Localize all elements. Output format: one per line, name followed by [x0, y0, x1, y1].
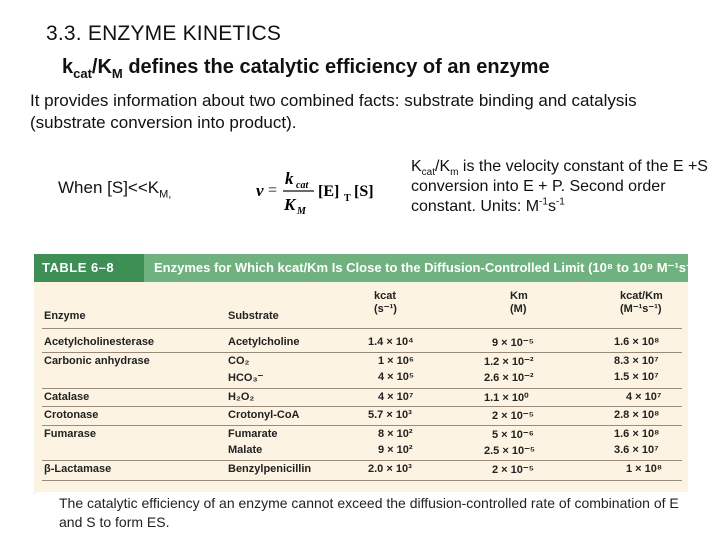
- cell-kcat: 4 × 10⁵: [378, 371, 415, 383]
- col-header-enzyme: Enzyme: [44, 310, 86, 322]
- section-heading: 3.3. ENZYME KINETICS: [46, 22, 282, 45]
- eq-enzyme: [E]: [318, 183, 340, 200]
- cell-enzyme: Carbonic anhydrase: [44, 355, 150, 367]
- col-header-eff-unit: (M⁻¹s⁻¹): [620, 303, 662, 315]
- cell-substrate: H₂O₂: [228, 391, 255, 403]
- cell-km: 2.6 × 10⁻²: [484, 372, 534, 384]
- cell-kcat: 1.4 × 10⁴: [368, 336, 414, 348]
- cell-kcat: 9 × 10²: [378, 444, 413, 456]
- cell-kcat: 5.7 × 10³: [368, 409, 412, 421]
- col-header-kcat: [374, 290, 397, 316]
- cell-enzyme: Catalase: [44, 391, 90, 403]
- col-header-substrate: Substrate: [228, 310, 279, 322]
- cell-efficiency: 8.3 × 10⁷: [614, 355, 659, 367]
- cell-km: 2 × 10⁻⁵: [492, 410, 534, 422]
- cell-enzyme: β-Lactamase: [44, 463, 112, 475]
- cell-efficiency: 2.8 × 10⁸: [614, 409, 660, 421]
- cell-substrate: Crotonyl-CoA: [228, 409, 300, 421]
- enzyme-table: [34, 254, 702, 494]
- cell-enzyme: Fumarase: [44, 428, 96, 440]
- note-m: m: [450, 167, 459, 179]
- slide-subtitle: [62, 56, 550, 79]
- cell-km: 1.1 × 10⁰: [484, 392, 529, 404]
- col-header-kcat-unit: (s⁻¹): [374, 303, 397, 315]
- eq-v: v: [256, 181, 264, 200]
- cell-kcat: 2.0 × 10³: [368, 463, 412, 475]
- cell-efficiency: 1.5 × 10⁷: [614, 371, 659, 383]
- note-slash: /K: [435, 158, 451, 175]
- intro-text: It provides information about two combined facts: substrate binding and catalysis (substrate conversion into product).: [30, 91, 637, 132]
- header-rule: [42, 328, 682, 329]
- cell-efficiency: 4 × 10⁷: [626, 391, 662, 403]
- table-caption: Enzymes for Which kcat/Km Is Close to the Diffusion-Controlled Limit (10⁸ to 10⁹ M⁻¹s⁻¹): [144, 254, 688, 282]
- rate-constant-note: [411, 157, 711, 217]
- row-rule: [42, 352, 682, 353]
- eq-M: M: [297, 206, 306, 217]
- cell-km: 9 × 10⁻⁵: [492, 337, 534, 349]
- col-header-efficiency: [620, 290, 663, 316]
- col-header-km: [510, 290, 528, 316]
- bottom-rule: [42, 480, 682, 481]
- cell-substrate: CO₂: [228, 355, 250, 367]
- cell-km: 2 × 10⁻⁵: [492, 464, 534, 476]
- cell-kcat: 8 × 10²: [378, 428, 413, 440]
- condition-main: When [S]<<K: [58, 178, 160, 197]
- subtitle-slash-k: /K: [91, 56, 112, 78]
- cell-km: 1.2 × 10⁻²: [484, 356, 534, 368]
- table-label: TABLE 6–8: [42, 260, 115, 275]
- cell-substrate: Benzylpenicillin: [228, 463, 312, 475]
- subtitle-rest: defines the catalytic efficiency of an enzyme: [122, 56, 550, 78]
- eq-k: k: [285, 169, 294, 188]
- subtitle-m: M: [111, 66, 123, 81]
- cell-substrate: HCO₃⁻: [228, 372, 264, 384]
- col-header-eff-label: kcat/Km: [620, 290, 663, 302]
- cell-enzyme: Acetylcholinesterase: [44, 336, 155, 348]
- row-rule: [42, 460, 682, 461]
- note-k: K: [411, 158, 422, 175]
- col-header-kcat-label: kcat: [374, 290, 397, 302]
- note-s: s: [547, 198, 556, 215]
- eq-total: T: [344, 193, 351, 204]
- eq-K: K: [284, 195, 296, 214]
- cell-kcat: 4 × 10⁷: [378, 391, 414, 403]
- cell-substrate: Malate: [228, 444, 263, 456]
- rate-equation: [252, 162, 402, 220]
- cell-efficiency: 3.6 × 10⁷: [614, 444, 659, 456]
- eq-substrate: [S]: [354, 183, 374, 200]
- subtitle-k: k: [62, 56, 74, 78]
- cell-enzyme: Crotonase: [44, 409, 99, 421]
- row-rule: [42, 388, 682, 389]
- condition-sub: M,: [159, 188, 172, 201]
- footer-text: The catalytic efficiency of an enzyme cannot exceed the diffusion-controlled rate of combination of E and S to form ES.: [59, 495, 679, 530]
- subtitle-cat: cat: [73, 66, 92, 81]
- row-rule: [42, 406, 682, 407]
- note-cat: cat: [421, 167, 436, 179]
- condition-text: [58, 178, 172, 201]
- col-header-km-label: Km: [510, 290, 528, 302]
- note-exp2: -1: [555, 196, 565, 208]
- cell-efficiency: 1.6 × 10⁸: [614, 336, 660, 348]
- cell-km: 2.5 × 10⁻⁵: [484, 445, 536, 457]
- cell-efficiency: 1 × 10⁸: [626, 463, 663, 475]
- col-header-km-unit: (M): [510, 303, 527, 315]
- cell-kcat: 1 × 10⁶: [378, 355, 414, 367]
- cell-efficiency: 1.6 × 10⁸: [614, 428, 660, 440]
- cell-substrate: Acetylcholine: [228, 336, 300, 348]
- cell-km: 5 × 10⁻⁶: [492, 429, 534, 441]
- note-exp1: -1: [539, 196, 548, 208]
- row-rule: [42, 425, 682, 426]
- eq-equals: =: [268, 182, 278, 199]
- eq-cat: cat: [296, 180, 309, 191]
- cell-substrate: Fumarate: [228, 428, 278, 440]
- note-text: is the velocity constant of the E +S conversion into E + P. Second order constant. Units: M: [411, 158, 708, 215]
